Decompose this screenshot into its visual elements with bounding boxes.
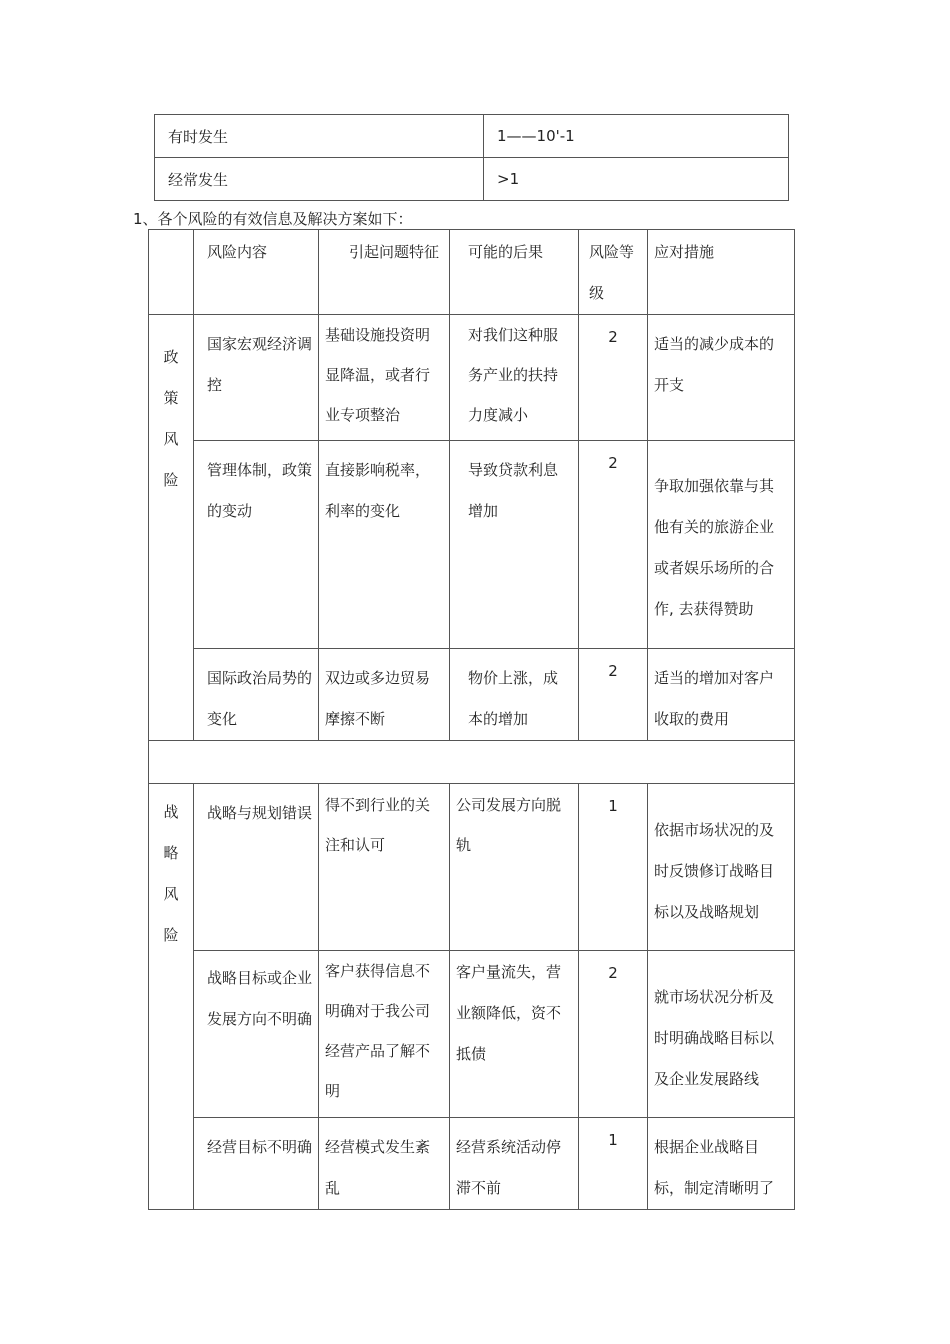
- table-row: [149, 441, 795, 649]
- risk-content: 经营目标不明确: [194, 1118, 319, 1210]
- frequency-value: >1: [484, 158, 789, 201]
- table-row: [155, 158, 789, 201]
- header-level: 风险等级: [579, 230, 648, 315]
- risk-feature: 得不到行业的关注和认可: [319, 784, 450, 951]
- risk-feature: 直接影响税率，利率的变化: [319, 441, 450, 649]
- risk-consequence: 经营系统活动停滞不前: [450, 1118, 579, 1210]
- risk-consequence: 对我们这种服务产业的扶持力度减小: [450, 315, 579, 441]
- risk-level: 1: [579, 1118, 648, 1210]
- category-cell: [149, 315, 194, 741]
- frequency-value: 1——10'-1: [484, 115, 789, 158]
- spacer-row: [149, 741, 795, 784]
- risk-measure: 适当的减少成本的开支: [648, 315, 795, 441]
- risk-consequence: 导致贷款利息增加: [450, 441, 579, 649]
- risk-measure: 争取加强依靠与其他有关的旅游企业或者娱乐场所的合作, 去获得赞助: [648, 441, 795, 649]
- risk-table: [148, 229, 795, 1210]
- risk-measure: 依据市场状况的及时反馈修订战略目标以及战略规划: [648, 784, 795, 951]
- header-blank-cell: [149, 230, 194, 315]
- risk-level: 2: [579, 951, 648, 1118]
- table-row: [149, 315, 795, 441]
- risk-content: 国际政治局势的变化: [194, 649, 319, 741]
- frequency-label: 经常发生: [155, 158, 484, 201]
- header-measure: 应对措施: [648, 230, 795, 315]
- risk-consequence: 客户量流失，营业额降低，资不抵债: [450, 951, 579, 1118]
- risk-level: 2: [579, 315, 648, 441]
- spacer-cell: [149, 741, 795, 784]
- risk-content: 战略目标或企业发展方向不明确: [194, 951, 319, 1118]
- frequency-label: 有时发生: [155, 115, 484, 158]
- risk-level: 1: [579, 784, 648, 951]
- header-row: [149, 230, 795, 315]
- risk-consequence: 物价上涨，成本的增加: [450, 649, 579, 741]
- table-row: [149, 649, 795, 741]
- header-risk-content: 风险内容: [194, 230, 319, 315]
- risk-content: 国家宏观经济调控: [194, 315, 319, 441]
- section-caption: 1、各个风险的有效信息及解决方案如下：: [133, 210, 413, 228]
- table-row: [155, 115, 789, 158]
- header-consequence: 可能的后果: [450, 230, 579, 315]
- risk-level: 2: [579, 441, 648, 649]
- risk-feature: 双边或多边贸易摩擦不断: [319, 649, 450, 741]
- risk-feature: 经营模式发生紊乱: [319, 1118, 450, 1210]
- risk-content: 管理体制，政策的变动: [194, 441, 319, 649]
- risk-measure: 就市场状况分析及时明确战略目标以及企业发展路线: [648, 951, 795, 1118]
- frequency-table: [154, 114, 789, 201]
- category-cell: [149, 784, 194, 1210]
- risk-feature: 基础设施投资明显降温，或者行业专项整治: [319, 315, 450, 441]
- risk-feature: 客户获得信息不明确对于我公司经营产品了解不明: [319, 951, 450, 1118]
- risk-content: 战略与规划错误: [194, 784, 319, 951]
- header-feature: 引起问题特征: [319, 230, 450, 315]
- table-row: [149, 951, 795, 1118]
- table-row: [149, 1118, 795, 1210]
- table-row: [149, 784, 795, 951]
- risk-level: 2: [579, 649, 648, 741]
- risk-measure: 根据企业战略目标，制定清晰明了: [648, 1118, 795, 1210]
- category-label: 战略风险: [163, 803, 179, 944]
- risk-consequence: 公司发展方向脱轨: [450, 784, 579, 951]
- risk-measure: 适当的增加对客户收取的费用: [648, 649, 795, 741]
- category-label: 政策风险: [163, 348, 179, 489]
